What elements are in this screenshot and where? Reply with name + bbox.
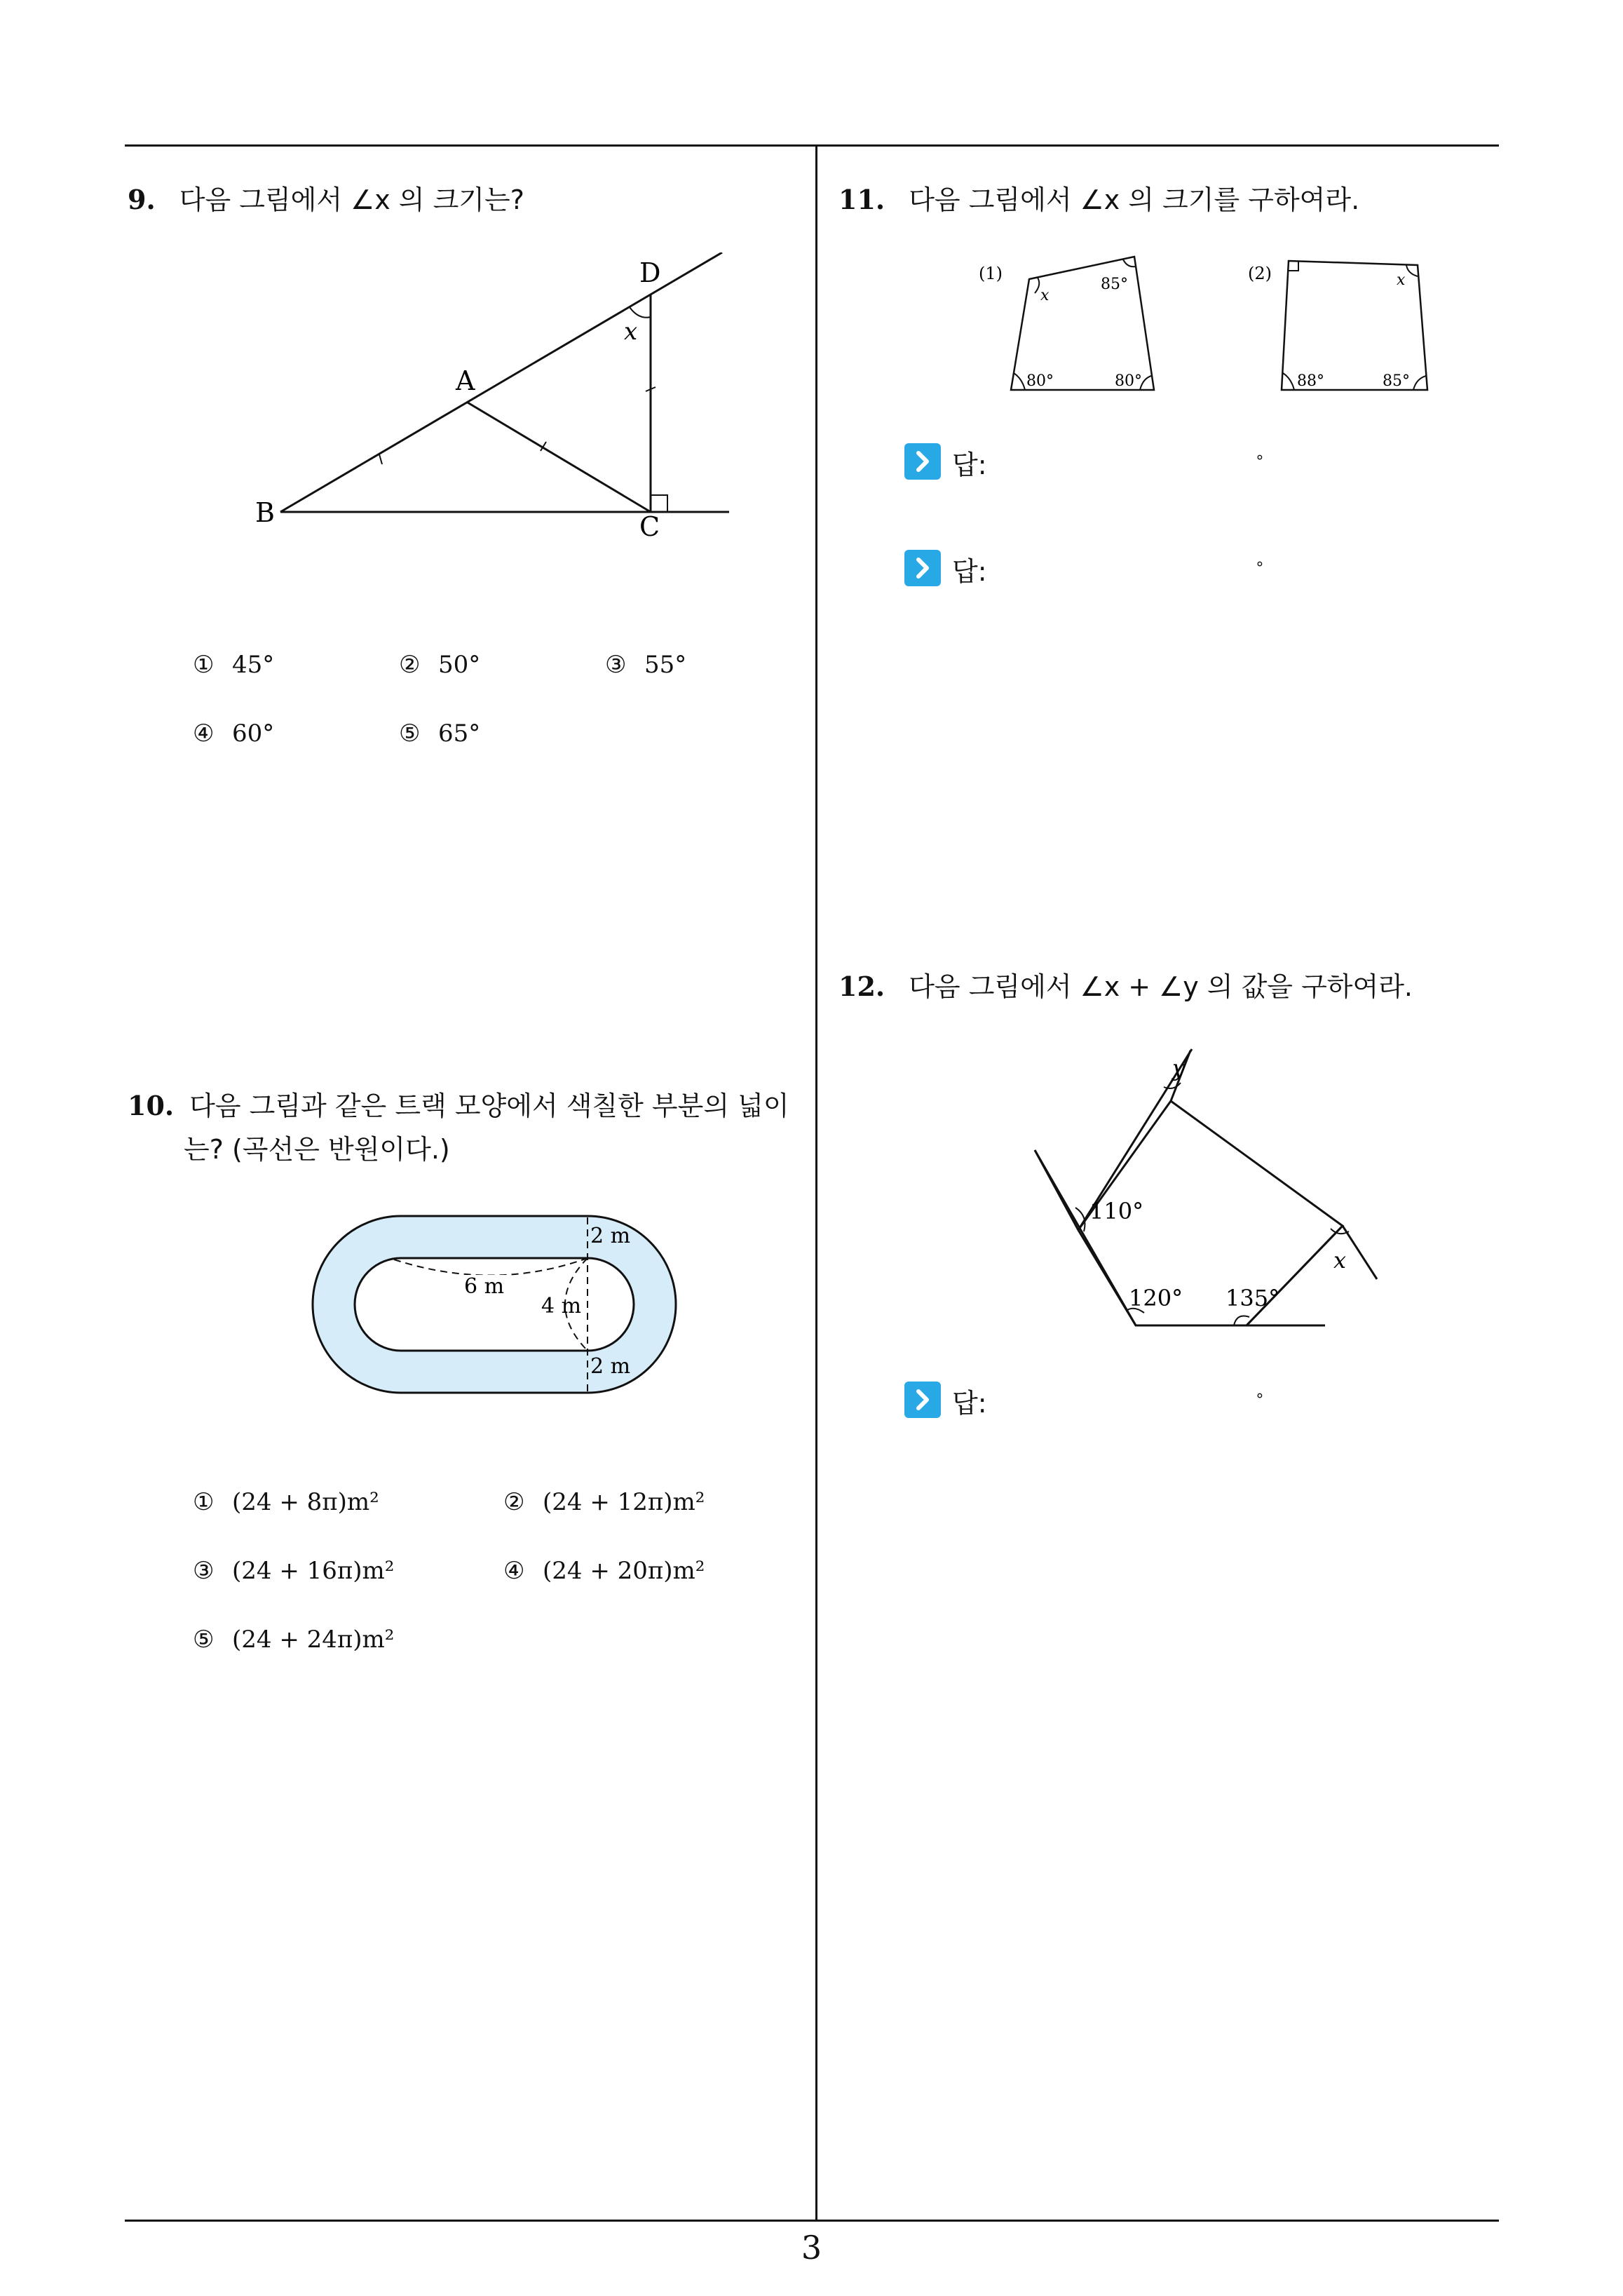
column-divider	[815, 144, 817, 2222]
q10-label-length: 6 m	[464, 1274, 505, 1299]
q9-option-3[interactable]: ③ 55°	[605, 651, 687, 679]
degree-mark: ∘	[1255, 1387, 1265, 1405]
q12-label-y: y	[1172, 1055, 1186, 1081]
q10-number: 10.	[128, 1090, 175, 1121]
q11-title	[838, 181, 1359, 219]
degree-mark: ∘	[1255, 555, 1265, 573]
q11-fig2-tag: (2)	[1248, 264, 1272, 283]
q10-option-5[interactable]: ⑤ (24 + 24π)m²	[193, 1626, 395, 1654]
q12-number: 12.	[838, 971, 885, 1002]
answer-arrow-icon	[904, 1382, 941, 1418]
q10-label-top-width: 2 m	[590, 1224, 631, 1248]
q9-option-1[interactable]: ① 45°	[193, 651, 275, 679]
q11-fig1-x: x	[1040, 287, 1050, 304]
degree-mark: ∘	[1255, 449, 1265, 466]
q11-fig2-a1: 88°	[1297, 372, 1324, 390]
q10-option-1[interactable]: ① (24 + 8π)m²	[193, 1488, 379, 1516]
q11-fig2-a2: 85°	[1383, 372, 1410, 390]
q9-figure	[252, 252, 743, 547]
q10-option-3[interactable]: ③ (24 + 16π)m²	[193, 1557, 395, 1585]
q11-fig1-a2: 80°	[1026, 372, 1054, 390]
q12-label-110: 110°	[1089, 1198, 1144, 1224]
answer-label: 답:	[952, 1388, 987, 1419]
q9-label-C: C	[639, 511, 660, 542]
page-number: 3	[801, 2229, 822, 2267]
q11-fig1-tag: (1)	[979, 264, 1003, 283]
q10-title	[128, 1086, 789, 1126]
q12-label-x: x	[1333, 1247, 1347, 1274]
q11-figure-1	[975, 252, 1178, 393]
bottom-rule	[125, 2220, 1499, 2222]
q11-fig1-a3: 80°	[1115, 372, 1142, 390]
q11-number: 11.	[838, 184, 885, 215]
answer-label: 답:	[952, 556, 987, 587]
q9-option-5[interactable]: ⑤ 65°	[399, 720, 481, 748]
q9-label-B: B	[255, 497, 275, 528]
q12-answer-1	[904, 1379, 1297, 1421]
top-rule	[125, 144, 1499, 147]
q11-figure-2	[1241, 252, 1444, 393]
q9-text: 다음 그림에서 ∠x 의 크기는?	[179, 184, 524, 215]
q12-label-135: 135°	[1225, 1285, 1280, 1311]
q12-title	[838, 968, 1413, 1006]
q11-text: 다음 그림에서 ∠x 의 크기를 구하여라.	[909, 184, 1360, 215]
q12-text: 다음 그림에서 ∠x + ∠y 의 값을 구하여라.	[909, 971, 1413, 1002]
answer-arrow-icon	[904, 443, 941, 480]
q9-option-2[interactable]: ② 50°	[399, 651, 481, 679]
q10-text-line1: 다음 그림과 같은 트랙 모양에서 색칠한 부분의 넓이	[189, 1090, 789, 1121]
q9-number: 9.	[128, 184, 156, 215]
q12-figure	[1024, 1045, 1388, 1339]
q11-fig2-x: x	[1397, 271, 1406, 289]
answer-label: 답:	[952, 450, 987, 480]
q10-option-2[interactable]: ② (24 + 12π)m²	[503, 1488, 705, 1516]
q9-label-D: D	[639, 257, 661, 288]
q10-label-bottom-width: 2 m	[590, 1354, 631, 1379]
q9-label-A: A	[456, 365, 475, 396]
q11-answer-2	[904, 547, 1297, 589]
q9-title	[128, 181, 524, 219]
q11-fig1-a1: 85°	[1101, 276, 1128, 293]
q10-label-inner-height: 4 m	[541, 1294, 582, 1318]
q9-label-x: x	[624, 318, 638, 346]
answer-arrow-icon	[904, 550, 941, 586]
q10-title-line2: 는? (곡선은 반원이다.)	[184, 1134, 450, 1165]
q12-label-120: 120°	[1129, 1285, 1183, 1311]
q9-option-4[interactable]: ④ 60°	[193, 720, 275, 748]
q11-answer-1	[904, 440, 1297, 482]
q10-option-4[interactable]: ④ (24 + 20π)m²	[503, 1557, 705, 1585]
q10-track-figure	[311, 1215, 690, 1397]
